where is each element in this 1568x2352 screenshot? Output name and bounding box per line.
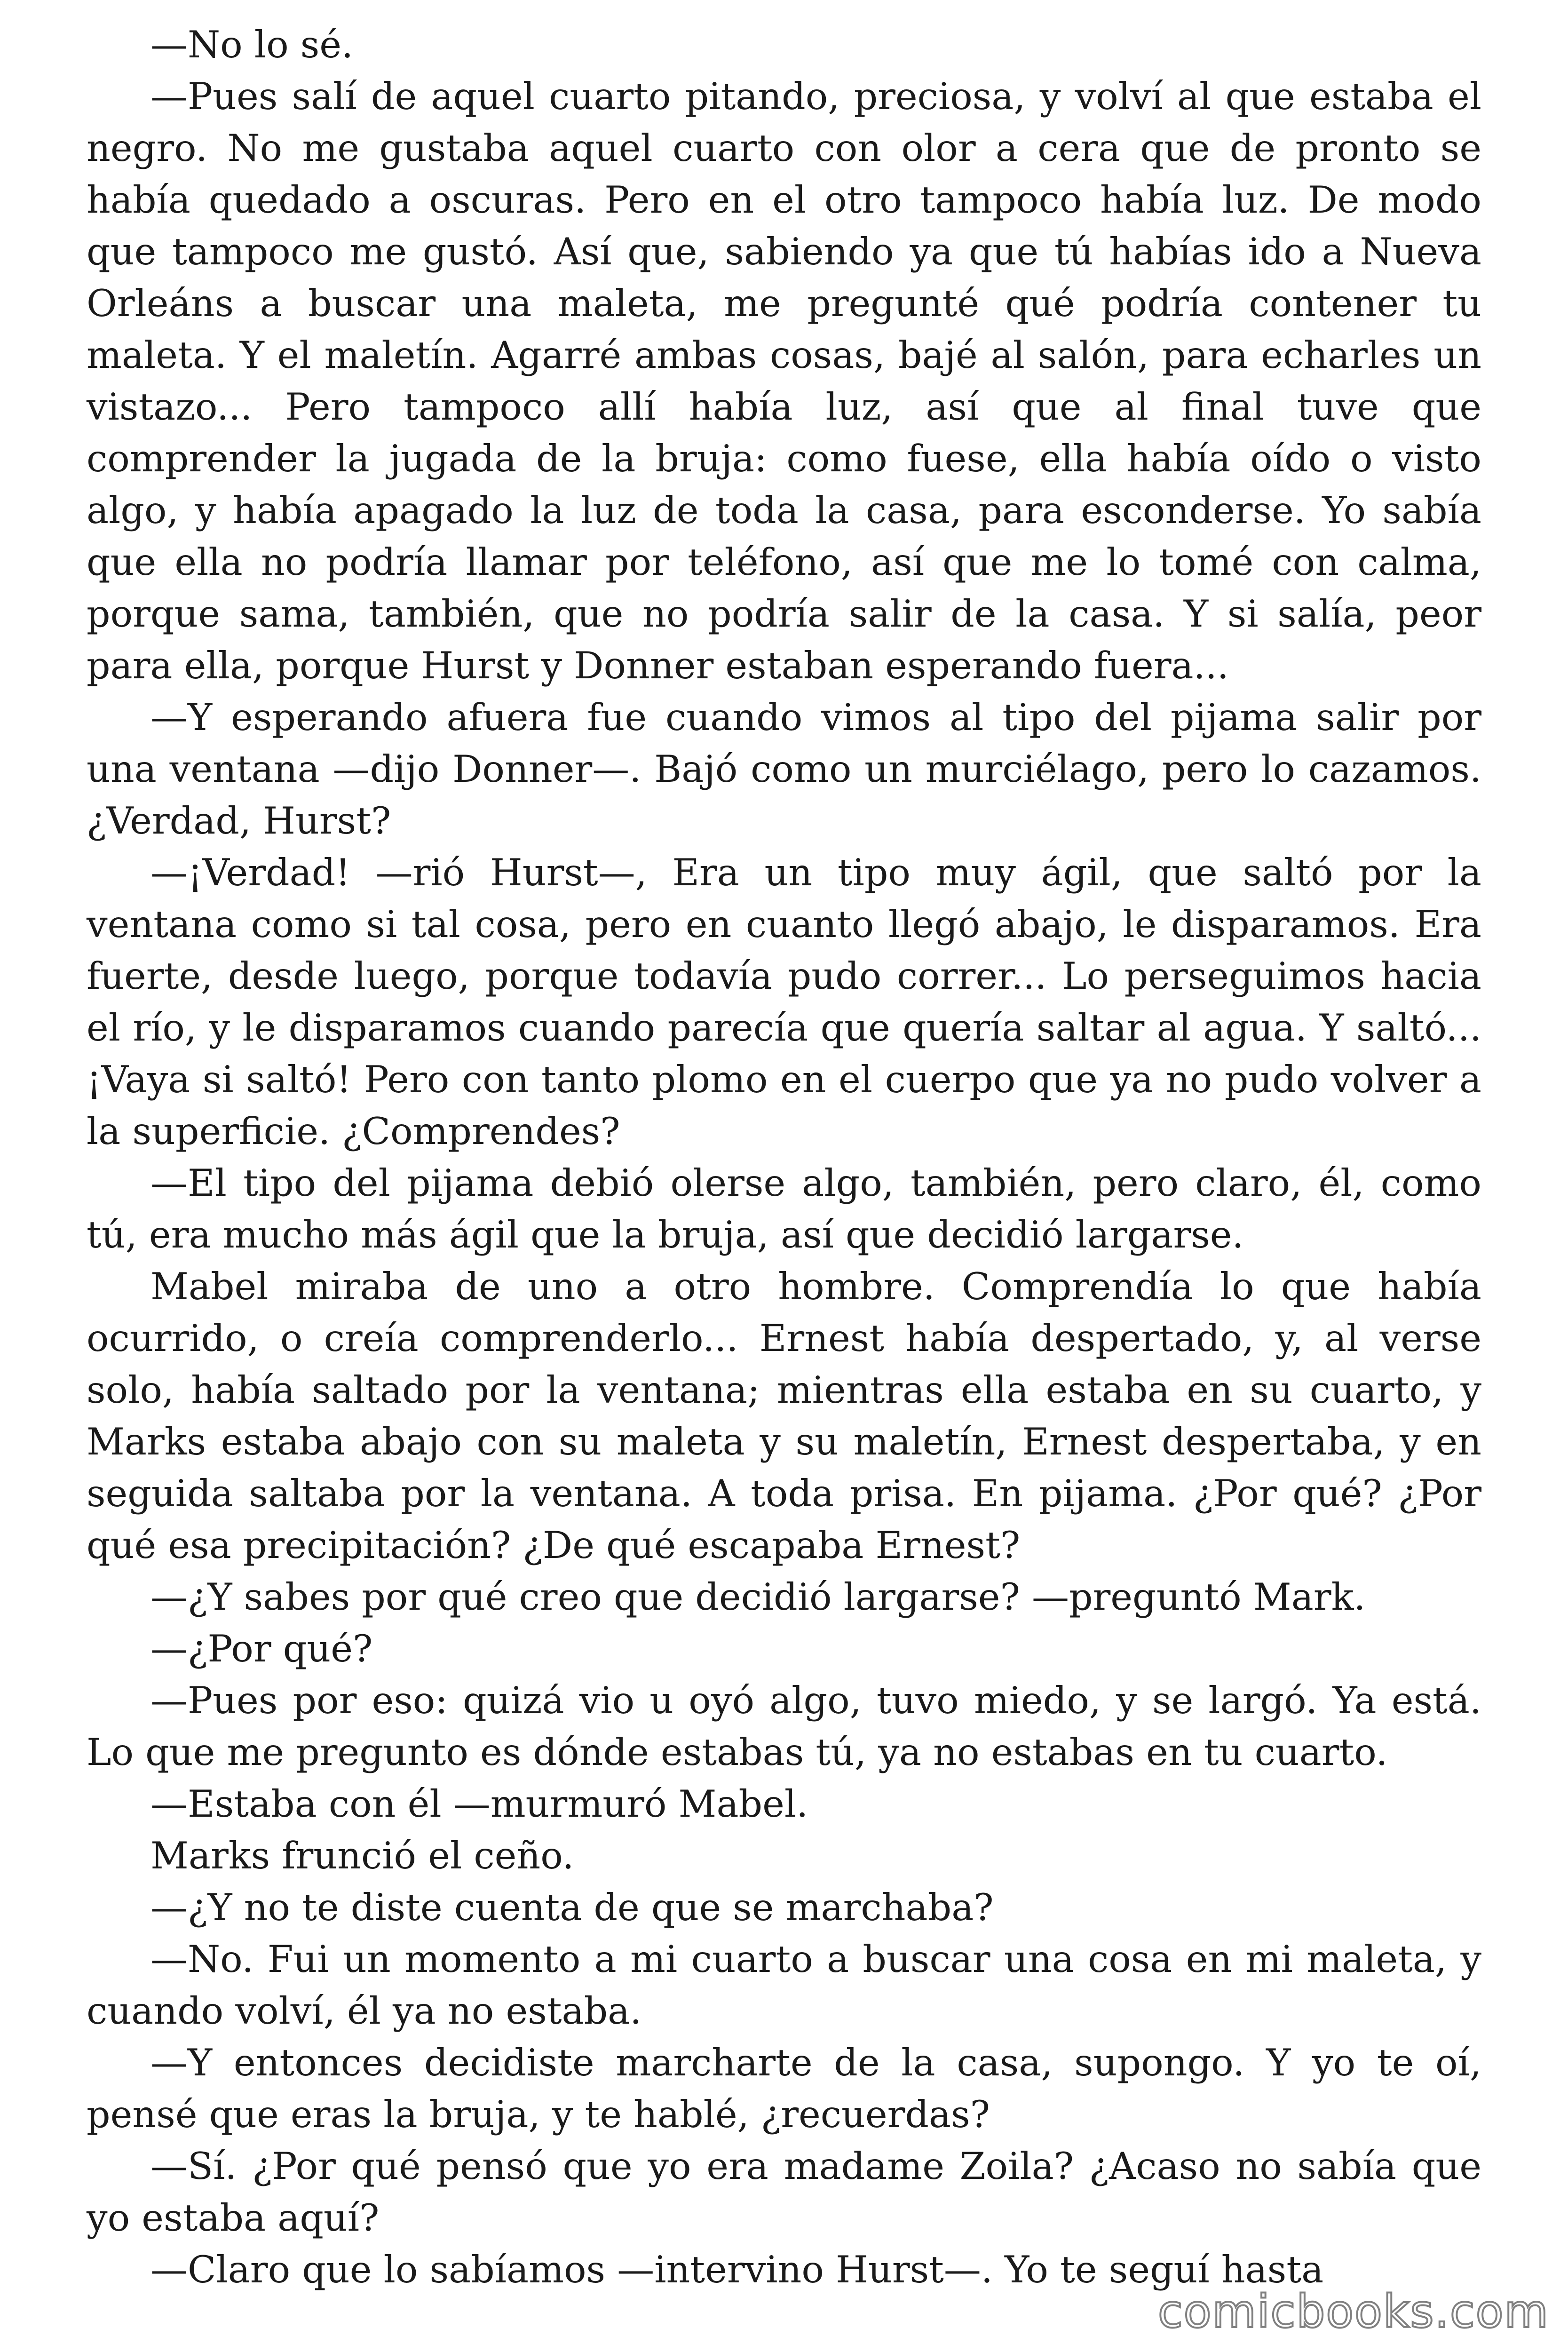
paragraph: —El tipo del pijama debió olerse algo, también, pero claro, él, como tú, era mucho más ágil que la bruja, así que decidió largarse. bbox=[87, 1161, 1481, 1256]
book-page bbox=[87, 19, 1481, 2343]
paragraph: —¿Y sabes por qué creo que decidió largarse? —preguntó Mark. bbox=[150, 1575, 1366, 1619]
paragraph: —Estaba con él —murmuró Mabel. bbox=[150, 1782, 808, 1826]
paragraph: —Pues por eso: quizá vio u oyó algo, tuvo miedo, y se largó. Ya está. Lo que me pregunto es dónde estabas tú, ya no estabas en tu cuarto. bbox=[87, 1679, 1481, 1774]
paragraph: Mabel miraba de uno a otro hombre. Comprendía lo que había ocurrido, o creía comprenderlo... Ernest había despertado, y, al verse solo, había saltado por la ventana; mientras ella estaba en su cuarto, y Marks estaba abajo con su maleta y su maletín, Ernest despertaba, y en seguida saltaba por la ventana. A toda prisa. En pijama. ¿Por qué? ¿Por qué esa precipitación? ¿De qué escapaba Ernest? bbox=[87, 1265, 1481, 1567]
watermark-logo: comicbooks.com bbox=[1157, 2285, 1549, 2338]
paragraph: —Y entonces decidiste marcharte de la casa, supongo. Y yo te oí, pensé que eras la bruja, y te hablé, ¿recuerdas? bbox=[87, 2041, 1481, 2136]
paragraph: —¿Por qué? bbox=[150, 1627, 373, 1670]
paragraph: Marks frunció el ceño. bbox=[150, 1834, 574, 1877]
paragraph: —No lo sé. bbox=[150, 23, 354, 66]
paragraph: —Claro que lo sabíamos —intervino Hurst—. Yo te seguí hasta bbox=[150, 2248, 1324, 2291]
paragraph: —Y esperando afuera fue cuando vimos al tipo del pijama salir por una ventana —dijo Donner—. Bajó como un murciélago, pero lo cazamos. ¿Verdad, Hurst? bbox=[87, 696, 1481, 842]
paragraph: —Pues salí de aquel cuarto pitando, preciosa, y volví al que estaba el negro. No me gustaba aquel cuarto con olor a cera que de pronto se había quedado a oscuras. Pero en el otro tampoco había luz. De modo que tampoco me gustó. Así que, sabiendo ya que tú habías ido a Nueva Orleáns a buscar una maleta, me pregunté qué podría contener tu maleta. Y el maletín. Agarré ambas cosas, bajé al salón, para echarles un vistazo... Pero tampoco allí había luz, así que al final tuve que comprender la jugada de la bruja: como fuese, ella había oído o visto algo, y había apagado la luz de toda la casa, para esconderse. Yo sabía que ella no podría llamar por teléfono, así que me lo tomé con calma, porque sama, también, que no podría salir de la casa. Y si salía, peor para ella, porque Hurst y Donner estaban esperando fuera... bbox=[87, 75, 1481, 687]
paragraph: —Sí. ¿Por qué pensó que yo era madame Zoila? ¿Acaso no sabía que yo estaba aquí? bbox=[87, 2145, 1481, 2240]
paragraph: —No. Fui un momento a mi cuarto a buscar una cosa en mi maleta, y cuando volví, él ya no estaba. bbox=[87, 1938, 1481, 2033]
paragraph: —¿Y no te diste cuenta de que se marchaba? bbox=[150, 1886, 994, 1929]
paragraph: —¡Verdad! —rió Hurst—, Era un tipo muy ágil, que saltó por la ventana como si tal cosa, pero en cuanto llegó abajo, le disparamos. Era fuerte, desde luego, porque todavía pudo correr... Lo perseguimos hacia el río, y le disparamos cuando parecía que quería saltar al agua. Y saltó... ¡Vaya si saltó! Pero con tanto plomo en el cuerpo que ya no pudo volver a la superficie. ¿Comprendes? bbox=[87, 851, 1481, 1153]
